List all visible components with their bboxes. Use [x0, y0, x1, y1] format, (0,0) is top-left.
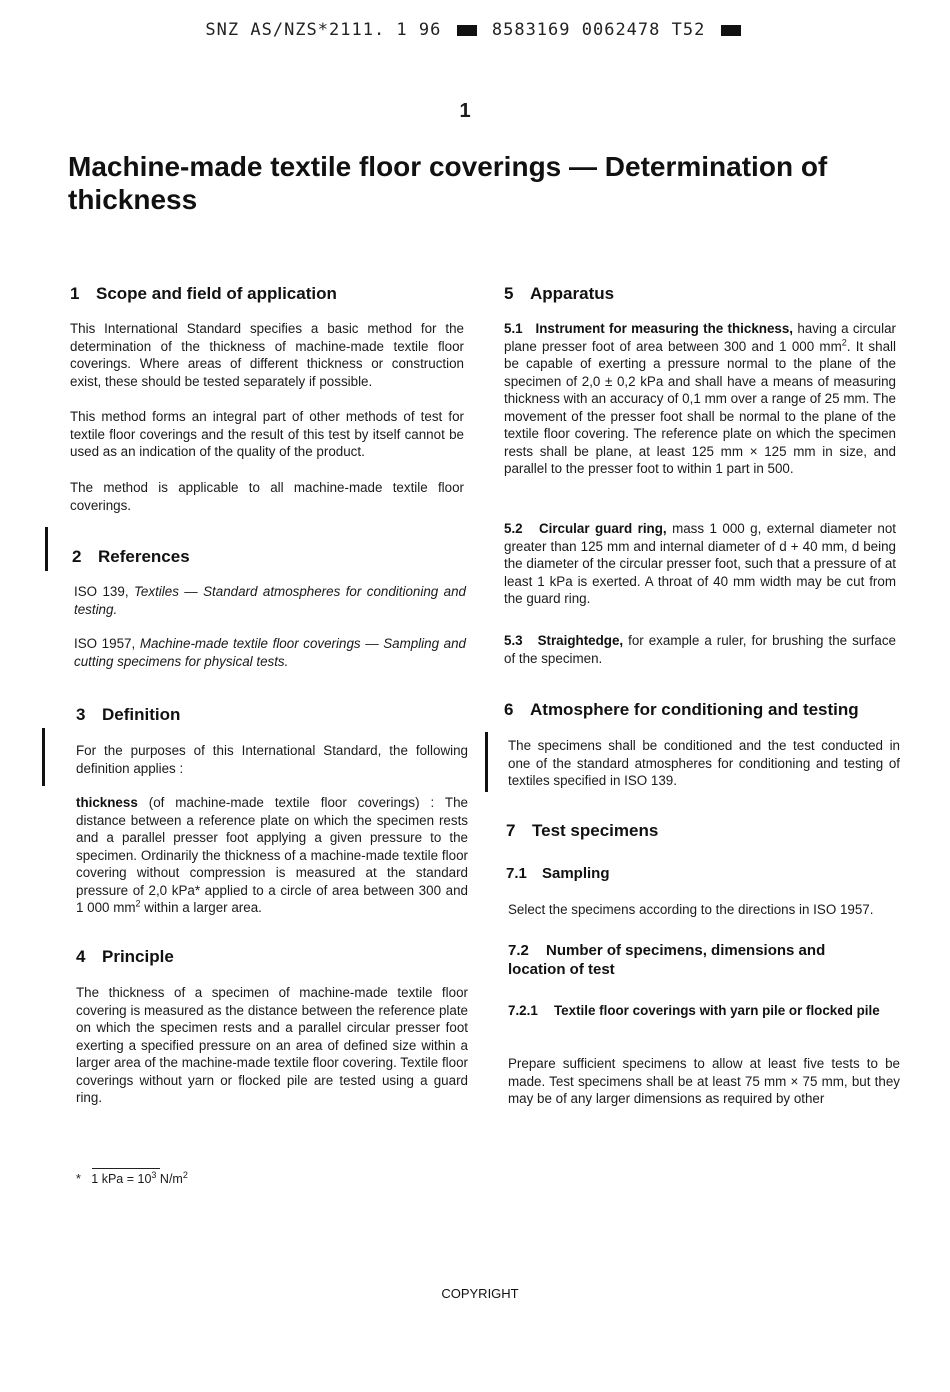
revision-bar [485, 732, 488, 792]
section-title: Atmosphere for conditioning and testing [530, 700, 859, 719]
section-number: 3 [76, 705, 86, 724]
section-6-para-1: The specimens shall be conditioned and the test conducted in one of the standard atmospheres for conditioning and testing of textiles specified in ISO 139. [508, 738, 900, 788]
section-3-heading [76, 705, 470, 725]
header-block-mark [721, 25, 741, 36]
section-7-2-1-para: Prepare sufficient specimens to allow at least five tests to be made. Test specimens shall be at least 75 mm × 75 mm, but they may be of any larger dimensions as required by other [508, 1056, 900, 1106]
section-1-para-2: This method forms an integral part of other methods of test for textile floor coverings and the result of this test by itself cannot be used as an indication of the quality of the product. [70, 409, 464, 459]
subsection-number: 7.1 [506, 865, 527, 882]
revision-bar [42, 728, 45, 786]
reference-code: ISO 1957, [74, 636, 136, 651]
superscript: 3 [151, 1169, 157, 1180]
section-1-heading [70, 284, 464, 304]
section-7-1-para: Select the specimens according to the directions in ISO 1957. [508, 902, 874, 917]
subsection-number: 7.2.1 [508, 1003, 538, 1018]
section-title: Principle [102, 947, 174, 966]
section-4-para-1: The thickness of a specimen of machine-made textile floor covering is measured as the distance between the reference plate on which the specimen rests and a parallel circular presser foot exerting a specified pressure on an area of defined size within a larger area of the machine-made textile floor covering. Textile floor coverings without yarn or flocked pile are tested using a guard ring. [76, 985, 468, 1105]
section-number: 6 [504, 700, 514, 719]
section-number: 5 [504, 284, 514, 303]
section-3-para-1: For the purposes of this International Standard, the following definition applies : [76, 743, 468, 776]
section-6-heading [504, 700, 904, 720]
footnote-rule [92, 1168, 160, 1169]
clause-5-1 [504, 320, 896, 478]
superscript: 2 [135, 898, 141, 909]
section-1-para-1: This International Standard specifies a basic method for the determination of the thickness of machine-made textile floor coverings. Where areas of different thickness or construction exist, these should be tested separately if possible. [70, 321, 464, 389]
section-5-heading [504, 284, 898, 304]
section-2-heading [72, 547, 466, 567]
section-number: 7 [506, 821, 516, 840]
section-title: Scope and field of application [96, 284, 337, 303]
reference-iso-1957 [74, 635, 466, 670]
revision-bar [45, 527, 48, 571]
footnote [76, 1169, 188, 1186]
header-code-mid: 8583169 0062478 T52 [491, 20, 706, 40]
section-number: 1 [70, 284, 80, 303]
definition-text-end: within a larger area. [140, 900, 262, 915]
clause-number: 5.1 [504, 321, 523, 336]
clause-term: Circular guard ring, [538, 521, 667, 536]
definition-text: (of machine-made textile floor coverings) : The distance between a reference plate on which the specimen rests and a parallel presser foot applying a given pressure to the specimen. Ordinarily the thickness of a machine-made textile floor covering without compression is measured at the standard pressure of 2,0 kPa* applied to a circle of area between 300 and 1 000 mm [76, 795, 468, 915]
section-7-2-1-heading [508, 1002, 898, 1019]
subsection-title: Sampling [542, 865, 610, 882]
superscript: 2 [841, 337, 847, 348]
clause-text-end: . It shall be capable of exerting a pressure normal to the plane of the specimen of 2,0 ± 0,2 kPa and shall have a means of measuring thickness with an accuracy of 0,1 mm over a range of 25 mm. The movement of the presser foot shall be normal to the plane of the textile floor covering. The reference plate on which the specimen rests shall be plane, at least 125 mm × 125 mm in size, and parallel to the presser foot to within 1 part in 500. [504, 338, 896, 476]
section-number: 2 [72, 547, 82, 566]
document-title: Machine-made textile floor coverings — Determination of thickness [68, 151, 828, 215]
superscript: 2 [182, 1169, 188, 1180]
clause-text: having a circular plane presser foot of area between 300 and 1 000 mm [504, 321, 896, 354]
clause-5-2 [504, 520, 896, 608]
clause-5-3 [504, 632, 896, 667]
subsection-title: Number of specimens, dimensions and location of test [508, 942, 826, 978]
section-title: Definition [102, 705, 181, 724]
reference-code: ISO 139, [74, 584, 129, 599]
clause-text: mass 1 000 g, external diameter not greater than 125 mm and internal diameter of d + 40 mm, d being the diameter of the circular presser foot, such that a pressure of at least 1 kPa is exerted. A throat of 40 mm width may be cut from the guard ring. [504, 521, 896, 606]
section-7-heading [506, 821, 900, 841]
footnote-marker: * [76, 1172, 81, 1186]
clause-number: 5.2 [504, 521, 523, 536]
section-number: 4 [76, 947, 86, 966]
clause-term: Straightedge, [537, 633, 624, 648]
clause-term: Instrument for measuring the thickness, [535, 321, 794, 336]
reference-title: Machine-made textile floor coverings — Sampling and cutting specimens for physical tests. [74, 636, 466, 669]
section-title: Apparatus [530, 284, 615, 303]
subsection-number: 7.2 [508, 942, 529, 959]
definition-thickness [76, 794, 468, 917]
definition-term: thickness [76, 795, 138, 810]
clause-number: 5.3 [504, 633, 523, 648]
section-7-2-heading [508, 941, 868, 979]
page-number: 1 [459, 100, 471, 122]
reference-iso-139 [74, 583, 466, 618]
clause-text: for example a ruler, for brushing the surface of the specimen. [504, 633, 896, 666]
section-7-1-heading [506, 864, 900, 883]
header-block-mark [457, 25, 477, 36]
document-code-header [0, 20, 950, 40]
subsection-title: Textile floor coverings with yarn pile or flocked pile [554, 1003, 880, 1018]
footnote-text: 1 kPa = 10 [91, 1172, 152, 1186]
footnote-text-unit: N/m [156, 1172, 183, 1186]
copyright-label: COPYRIGHT [441, 1286, 519, 1301]
section-title: Test specimens [532, 821, 659, 840]
section-title: References [98, 547, 190, 566]
section-1-para-3: The method is applicable to all machine-made textile floor coverings. [70, 480, 464, 513]
reference-title: Textiles — Standard atmospheres for conditioning and testing. [74, 584, 466, 617]
section-4-heading [76, 947, 470, 967]
header-code-left: SNZ AS/NZS*2111. 1 96 [205, 20, 442, 40]
